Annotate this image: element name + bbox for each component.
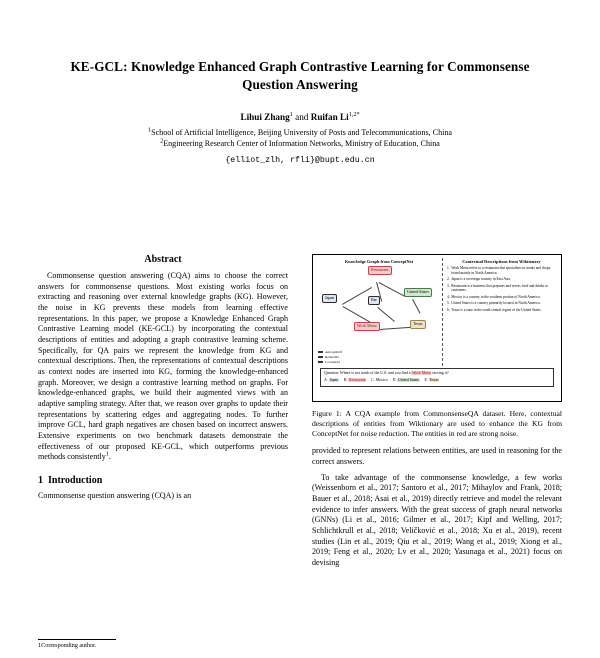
author-1: Lihui Zhang$^1$ [240,110,293,122]
figure-1 [312,254,562,402]
footnote-rule [38,639,116,640]
legend-swatch [318,351,323,352]
paper-page [0,58,600,658]
figure-choices [324,378,550,384]
figure-caption [312,409,562,439]
affiliations [0,127,600,150]
figure-caption-text: A CQA example from CommonsenseQA dataset. Here, contextual descriptions of entities from Wiktionary are used to enhance the KG from ConceptNet for noise reduction. The entities in red are strong noise. [312,409,562,439]
graph-edge [378,307,395,322]
figure-caption-label: Figure 1: [312,409,342,418]
figure-descriptions-title: Contextual Descriptions from Wiktionary [462,259,541,264]
graph-edge [379,282,406,297]
graph-node: Japan [322,294,337,303]
legend-item: AntonymOf [318,350,342,355]
graph-edge [380,327,412,330]
page-title: KE-GCL: Knowledge Enhanced Graph Contrastive Learning for Commonsense Question Answering [70,59,530,92]
graph-node: Restaurant [368,266,392,275]
affiliation-2: $^2$Engineering Research Center of Information Networks, Ministry of Education, China [160,137,440,149]
author-separator: and [295,111,309,122]
section-heading-introduction: 1 Introduction [38,474,103,486]
right-paragraph-1: provided to represent relations between entities, are used in reasoning for the correct answers. [312,446,562,466]
legend-item: RelatedTo [318,355,342,360]
author-list [0,112,600,122]
question-highlight: Work Menu [412,371,431,376]
legend-swatch [318,356,323,357]
affiliation-1: $^1$School of Artificial Intelligence, Beijing University of Posts and Telecommunications, China [147,125,453,137]
choice-d: D. United States [392,378,419,383]
abstract-text: Commonsense question answering (CQA) aims to choose the correct answers for commonsense questions. Most existing works focus on extracting and reasoning over external knowledge graphs (KG). However, the noise in KG prevents these models from learning effective representations. In this paper, we propose a Knowledge Enhanced Graph Contrastive Learning model (KE-GCL) by incorporating the contextual descriptions of entities and adopting a graph contrastive learning scheme. Specifically, for QA pairs we represent the knowledge from KG and contextual descriptions. Then, the representations of contextual descriptions as context nodes are inserted into KG, forming the knowledge-enhanced graph. Moreover, we design a contrastive learning method on graphs. For knowledge-enhanced graphs, we build their augmented views with an adaptive sampling strategy. After that, we reason over graphs to update their representations by scattering edges and aggregating nodes. To further improve GCL, hard graph negatives are chosen based on incorrect answers. Extensive experiments on two benchmark datasets demonstrate the effectiveness of our proposed KE-GCL, which outperforms previous methods consistently$^1$. [38,271,288,462]
description-item: 1. Work Menu refers to a restaurant that specializes in steaks and chops, found mainly in North America. [447,266,552,275]
figure-legend [318,350,342,365]
figure-kg-panel [316,258,443,366]
right-column [312,254,562,658]
legend-swatch [318,361,323,362]
graph-node: United States [404,288,432,297]
choice-a: A. Japan [324,378,339,383]
figure-kg-title: Knowledge Graph from ConceptNet [344,259,414,264]
introduction-text: Commonsense question answering (CQA) is an [38,490,192,500]
description-item: 5. United States is a country primarily located in North America. [447,301,541,306]
graph-node: Bar [368,296,380,305]
figure-descriptions-panel [445,258,558,366]
author-2: Ruifan $Li^{1,2*}$ [310,110,360,122]
left-column [38,254,288,658]
graph-node: Work Menu [354,322,380,331]
figure-panels [316,258,558,366]
description-item: 2. Japan is a sovereign country in East Asia. [447,277,511,282]
graph-edge [343,306,371,323]
choice-e: E. Texas [424,378,439,383]
footnote-text: 1Corresponding author. [38,641,97,649]
footnote-area [38,636,288,650]
description-item: 3. Restaurant is a business that prepares and serves food and drinks to customers. [447,283,548,293]
figure-question: Question: Where is not south of the U.S. and you find a Work Menu serving it? [324,371,449,376]
right-paragraph-2: To take advantage of the commonsense knowledge, a few works (Weissenborn et al., 2017; Santoro et al., 2017; Mihaylov and Frank, 2018; Bauer et al., 2018; Asai et al., 2019) directly retrieve and model the relevant evidence to infer answers. With the great success of graph neural networks (GNNs) (Li et al., 2016; Gilmer et al., 2017; Kipf and Welling, 2017; Schlichtkrull et al., 2018; Veličković et al., 2018; Xu et al., 2019), recent studies (Lin et al., 2019; Qiu et al., 2019; Wang et al., 2019; Xiong et al., 2019; Feng et al., 2020; Lv et al., 2020; Yasunaga et al., 2021) focus on devising [312,472,562,567]
figure-question-box [320,368,554,387]
choice-c: C. Mexico [371,378,388,383]
abstract-heading: Abstract [144,254,182,265]
description-item: 6. Texas is a state in the south central region of the United States. [447,307,542,312]
body-columns [0,254,600,658]
author-email: {elliot_zlh, rfli}@bupt.edu.cn [225,156,375,166]
graph-edge [412,299,420,313]
legend-item: LocatedAt [318,360,342,365]
graph-node: Texas [410,320,426,329]
choice-b: B. Restaurant [343,378,366,383]
description-item: 4. Mexico is a country in the southern portion of North America. [447,294,541,299]
